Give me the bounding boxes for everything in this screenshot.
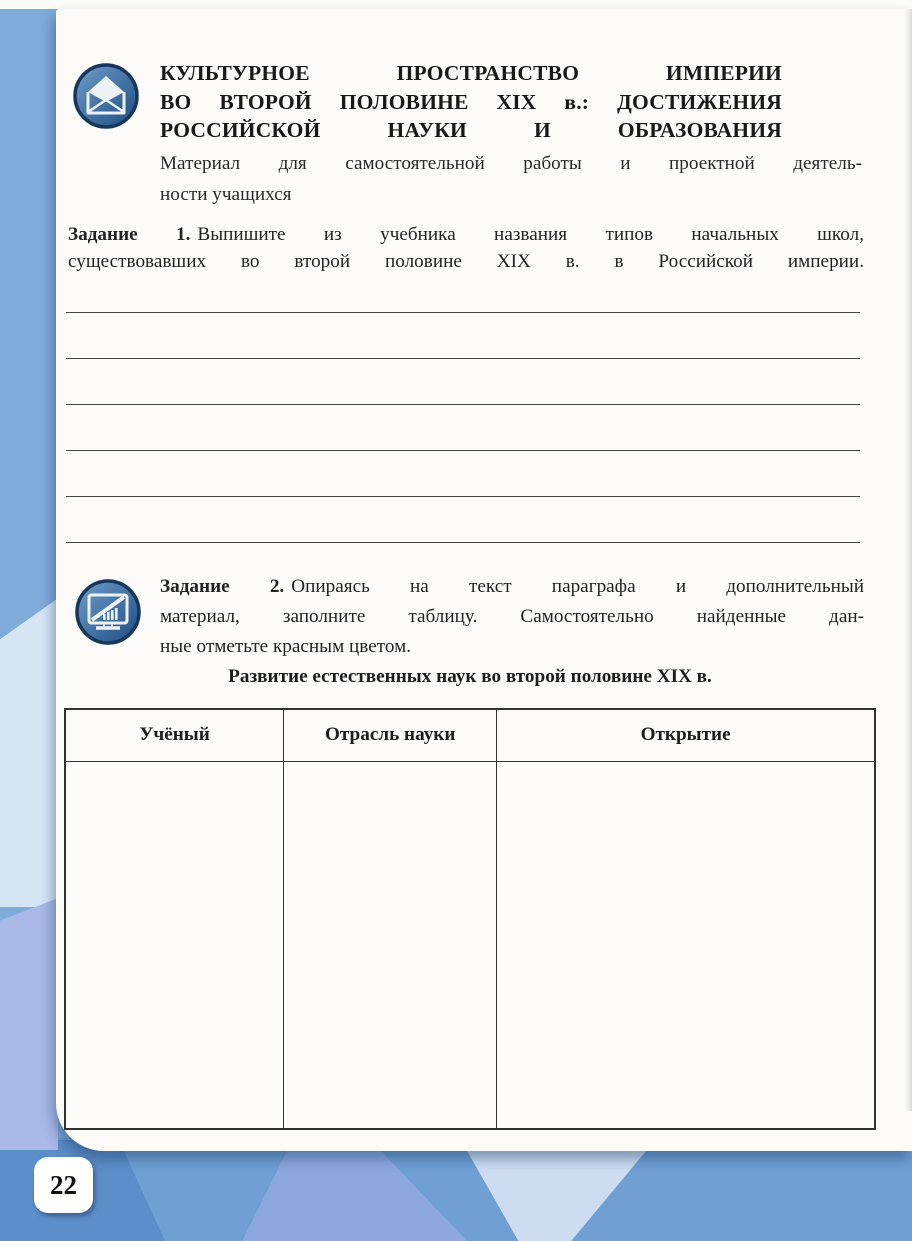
- page-number: 22: [50, 1169, 77, 1200]
- table-cell-discovery: [497, 761, 875, 1129]
- task2-label: Задание 2.: [160, 576, 285, 597]
- task2-line: [160, 572, 864, 602]
- writing-line: [66, 497, 860, 543]
- task2-text: [160, 572, 864, 662]
- page-title: [160, 59, 782, 145]
- open-envelope-icon: [72, 62, 140, 135]
- task1-line-text: Выпишите из учебника названия типов начальных школ,: [197, 224, 864, 245]
- task1-label: Задание 1.: [68, 224, 191, 245]
- background-shape: [0, 592, 58, 907]
- page-title-line: КУЛЬТУРНОЕ ПРОСТРАНСТВО ИМПЕРИИ: [160, 61, 782, 85]
- workbook-page: [56, 9, 912, 1151]
- task2-line-text: Опираясь на текст параграфа и дополнительный: [291, 576, 864, 597]
- table-cell-branch: [284, 761, 497, 1129]
- writing-line: [66, 359, 860, 405]
- background-shape: [0, 898, 58, 1150]
- writing-line: [66, 405, 860, 451]
- table-row: [65, 761, 875, 1129]
- monitor-chart-icon: [74, 578, 142, 651]
- table-cell-scientist: [65, 761, 284, 1129]
- writing-line: [66, 313, 860, 359]
- table-header-branch: Отрасль науки: [284, 709, 497, 761]
- page-title-line: РОССИЙСКОЙ НАУКИ И ОБРАЗОВАНИЯ: [160, 118, 782, 142]
- writing-line: [66, 267, 860, 313]
- page-number-badge: [34, 1157, 93, 1213]
- task2-line: ные отметьте красным цветом.: [160, 636, 412, 657]
- task2-line: материал, заполните таблицу. Самостоятельно найденные дан-: [160, 606, 864, 627]
- task1-line: [68, 221, 864, 248]
- writing-lines-area: [66, 267, 860, 543]
- science-table: [64, 708, 876, 1130]
- task1-line: существовавших во второй половине XIX в. в Российской империи.: [68, 251, 864, 272]
- table-header-scientist: Учёный: [65, 709, 284, 761]
- page-title-line: ВО ВТОРОЙ ПОЛОВИНЕ XIX в.: ДОСТИЖЕНИЯ: [160, 89, 782, 114]
- page-subtitle-line: ности учащихся: [160, 184, 292, 205]
- page-subtitle: [160, 148, 862, 210]
- page-subtitle-line: Материал для самостоятельной работы и проектной деятель-: [160, 153, 862, 174]
- background-shape: [0, 0, 912, 9]
- table-header-discovery: Открытие: [497, 709, 875, 761]
- table-header-row: [65, 709, 875, 761]
- writing-line: [66, 451, 860, 497]
- table-title: Развитие естественных наук во второй половине XIX в.: [228, 666, 712, 687]
